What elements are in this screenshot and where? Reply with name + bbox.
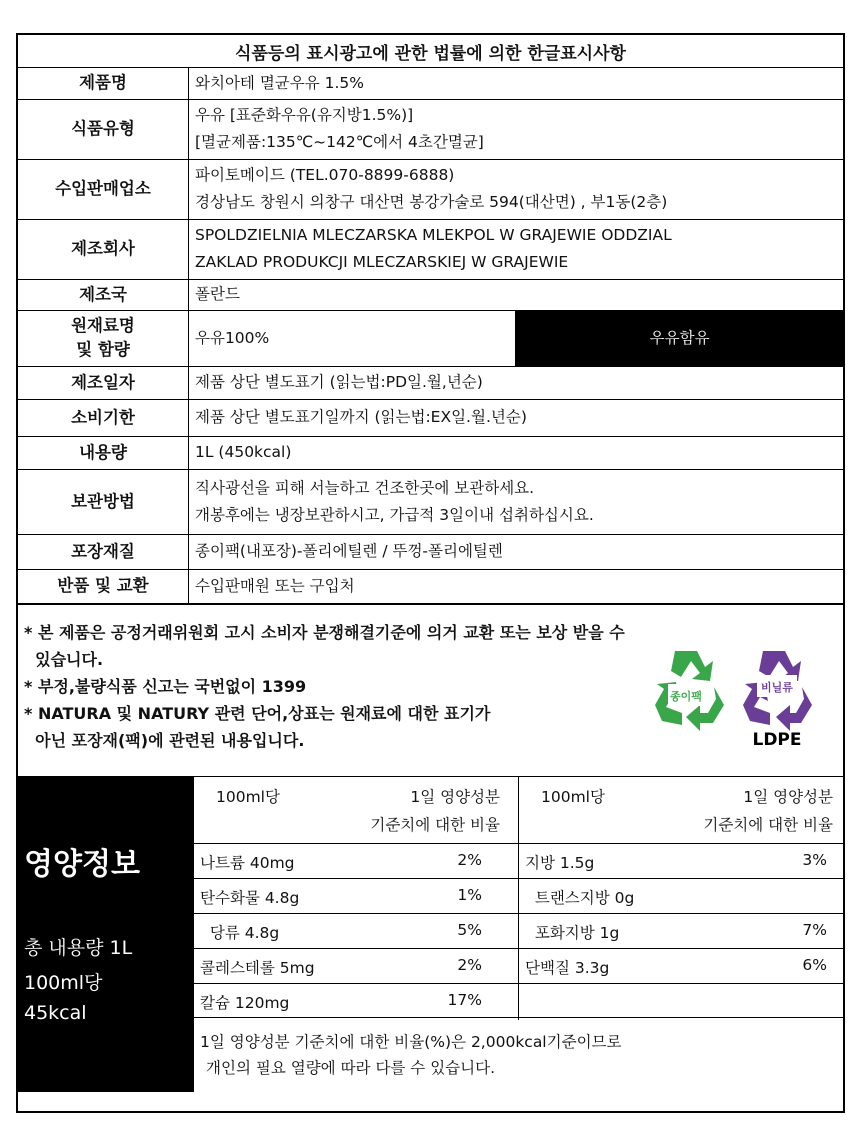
nutrient-row: 당류 4.8g 5% — [194, 914, 518, 949]
row-ingredients — [18, 310, 843, 366]
row-value: 우유100% — [189, 310, 516, 366]
nutrition-header: 100ml당 1일 영양성분 기준치에 대한 비율 — [519, 777, 843, 844]
row-value: 수입판매원 또는 구입처 — [189, 569, 844, 603]
row-label: 보관방법 — [18, 469, 189, 534]
row-food-type — [18, 99, 843, 159]
nutrition-per: 100ml당 — [24, 971, 103, 994]
row-label: 제조국 — [18, 279, 189, 310]
row-value: 와치아테 멸균우유 1.5% — [189, 68, 844, 99]
row-importer — [18, 159, 843, 219]
row-label: 포장재질 — [18, 534, 189, 569]
row-label: 제조일자 — [18, 366, 189, 399]
info-table — [18, 68, 843, 604]
row-manufacture-date — [18, 366, 843, 399]
row-label: 소비기한 — [18, 399, 189, 436]
row-label: 제품명 — [18, 68, 189, 99]
nutrient-row: 단백질 3.3g 6% — [519, 949, 843, 984]
nutrition-summary — [18, 777, 194, 1092]
label-title: 식품등의 표시광고에 관한 법률에 의한 한글표시사항 — [18, 35, 843, 68]
nutrient-row: 칼슘 120mg 17% — [194, 984, 518, 1018]
recycle-paper-icon — [650, 649, 820, 749]
nutrient-row: 지방 1.5g 3% — [519, 844, 843, 879]
row-value: 1L (450kcal) — [189, 436, 844, 469]
row-manufacturer — [18, 219, 843, 279]
row-value: 파이토메이드 (TEL.070-8899-6888) 경상남도 창원시 의창구 대산면 봉강가술로 594(대산면) , 부1동(2층) — [189, 159, 844, 219]
nutrition-header: 100ml당 1일 영양성분 기준치에 대한 비율 — [194, 777, 518, 844]
nutrition-column-left — [194, 777, 519, 1020]
nutrition-title: 영양정보 — [24, 846, 140, 882]
row-product-name — [18, 68, 843, 99]
svg-text:종이팩: 종이팩 — [670, 689, 702, 703]
row-packaging — [18, 534, 843, 569]
nutrition-footnote: 1일 영양성분 기준치에 대한 비율(%)은 2,000kcal기준이므로 개인의 필요 열량에 따라 다를 수 있습니다. — [200, 1032, 622, 1077]
nutrition-section — [18, 777, 843, 1092]
row-value: 폴란드 — [189, 279, 844, 310]
nutrition-total: 총 내용량 1L — [24, 936, 133, 959]
nutrient-row: 콜레스테롤 5mg 2% — [194, 949, 518, 984]
notice-line: * NATURA 및 NATURY 관련 단어,상표는 원재료에 대한 표기가 — [24, 703, 491, 723]
row-label: 식품유형 — [18, 99, 189, 159]
notice-section — [18, 604, 843, 777]
row-label: 수입판매업소 — [18, 159, 189, 219]
notice-line: 아닌 포장재(팩)에 관련된 내용입니다. — [24, 730, 305, 750]
row-volume — [18, 436, 843, 469]
row-storage — [18, 469, 843, 534]
row-label: 원재료명 및 함량 — [18, 310, 189, 366]
svg-text:비닐류: 비닐류 — [761, 680, 793, 694]
row-value: 제품 상단 별도표기 (읽는법:PD일.월,년순) — [189, 366, 844, 399]
nutrient-row — [519, 984, 843, 1018]
row-value: 우유 [표준화우유(유지방1.5%)] [멸균제품:135℃~142℃에서 4초간멸균] — [189, 99, 844, 159]
nutrition-column-right — [519, 777, 843, 1020]
recycle-marks — [650, 649, 820, 749]
row-label: 내용량 — [18, 436, 189, 469]
row-label: 반품 및 교환 — [18, 569, 189, 603]
notice-line: * 부정,불량식품 신고는 국번없이 1399 — [24, 676, 307, 696]
milk-badge: 우유함유 — [516, 310, 843, 366]
notice-line: * 본 제품은 공정거래위원회 고시 소비자 분쟁해결기준에 의거 교환 또는 보상 받을 수 — [24, 622, 625, 642]
nutrient-row: 나트륨 40mg 2% — [194, 844, 518, 879]
row-country — [18, 279, 843, 310]
svg-text:LDPE: LDPE — [752, 729, 802, 749]
nutrient-row: 트랜스지방 0g — [519, 879, 843, 914]
row-value: 직사광선을 피해 서늘하고 건조한곳에 보관하세요. 개봉후에는 냉장보관하시고, 가급적 3일이내 섭취하십시요. — [189, 469, 844, 534]
row-returns — [18, 569, 843, 603]
nutrient-row: 탄수화물 4.8g 1% — [194, 879, 518, 914]
nutrition-table — [194, 777, 843, 1092]
row-value: SPOLDZIELNIA MLECZARSKA MLEKPOL W GRAJEWIE ODDZIAL ZAKLAD PRODUKCJI MLECZARSKIEJ W GRAJEWIE — [189, 219, 844, 279]
notice-line: 있습니다. — [24, 649, 104, 669]
row-label: 제조회사 — [18, 219, 189, 279]
row-expiry — [18, 399, 843, 436]
row-value: 종이팩(내포장)-폴리에틸렌 / 뚜껑-폴리에틸렌 — [189, 534, 844, 569]
row-value: 제품 상단 별도표기일까지 (읽는법:EX일.월.년순) — [189, 399, 844, 436]
label-frame — [16, 33, 845, 1113]
nutrient-row: 포화지방 1g 7% — [519, 914, 843, 949]
nutrition-kcal: 45kcal — [24, 1001, 87, 1024]
